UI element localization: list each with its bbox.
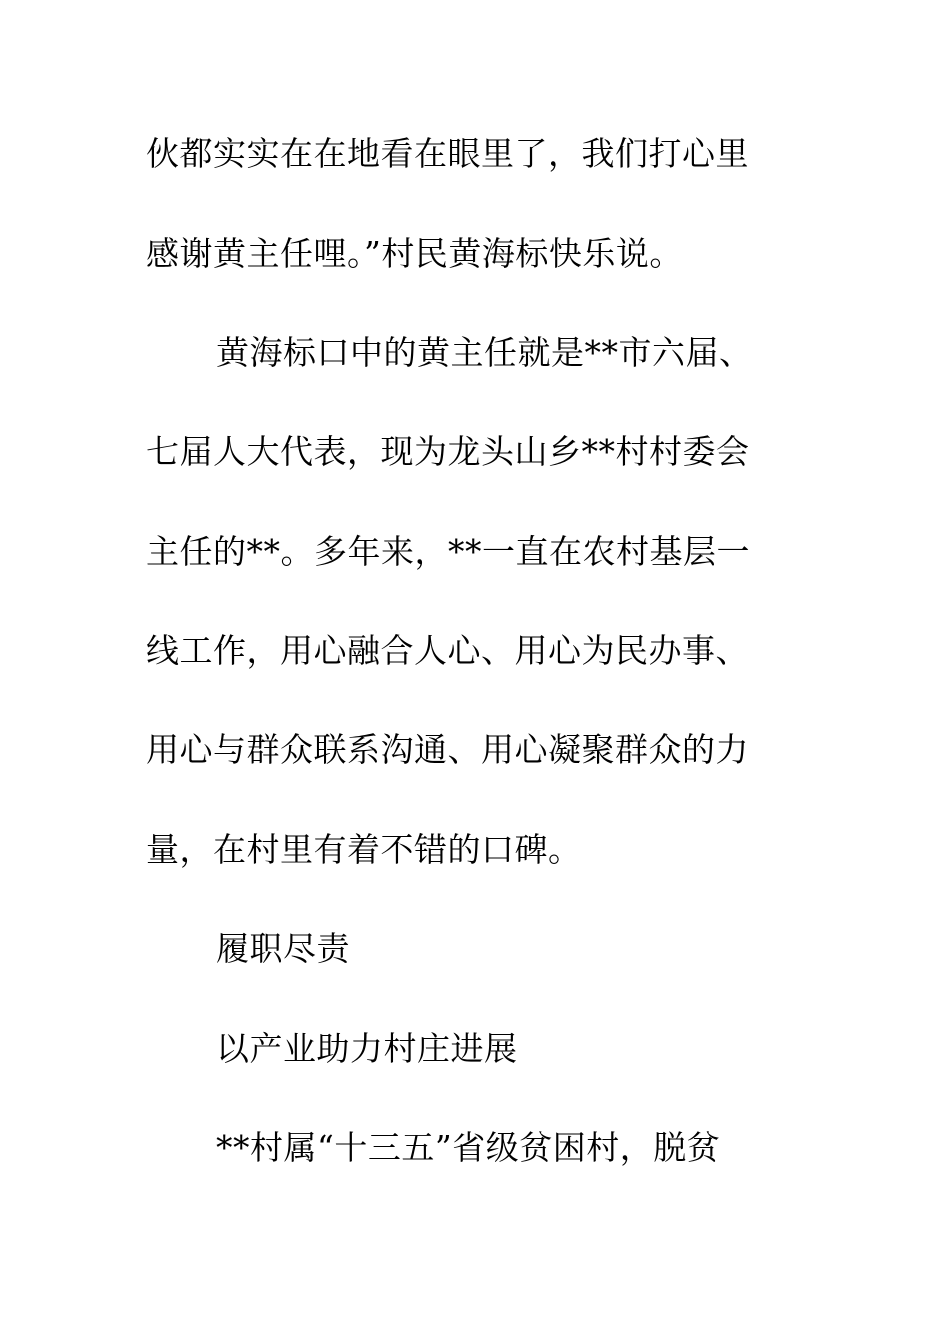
section-heading: 履职尽责: [216, 929, 350, 968]
paragraph-line: 伙都实实在在地看在眼里了，我们打心里: [146, 134, 749, 173]
paragraph-line: 量，在村里有着不错的口碑。: [146, 830, 582, 869]
paragraph-line: 感谢黄主任哩。”村民黄海标快乐说。: [146, 234, 683, 273]
paragraph-line: **村属“十三五”省级贫困村，脱贫: [216, 1128, 721, 1167]
paragraph-line: 线工作，用心融合人心、用心为民办事、: [146, 631, 749, 670]
paragraph-line: 黄海标口中的黄主任就是**市六届、: [216, 333, 753, 372]
section-subheading: 以产业助力村庄进展: [216, 1029, 518, 1068]
paragraph-line: 主任的**。多年来，**一直在农村基层一: [146, 532, 750, 571]
paragraph-line: 用心与群众联系沟通、用心凝聚群众的力: [146, 730, 749, 769]
paragraph-line: 七届人大代表，现为龙头山乡**村村委会: [146, 432, 750, 471]
